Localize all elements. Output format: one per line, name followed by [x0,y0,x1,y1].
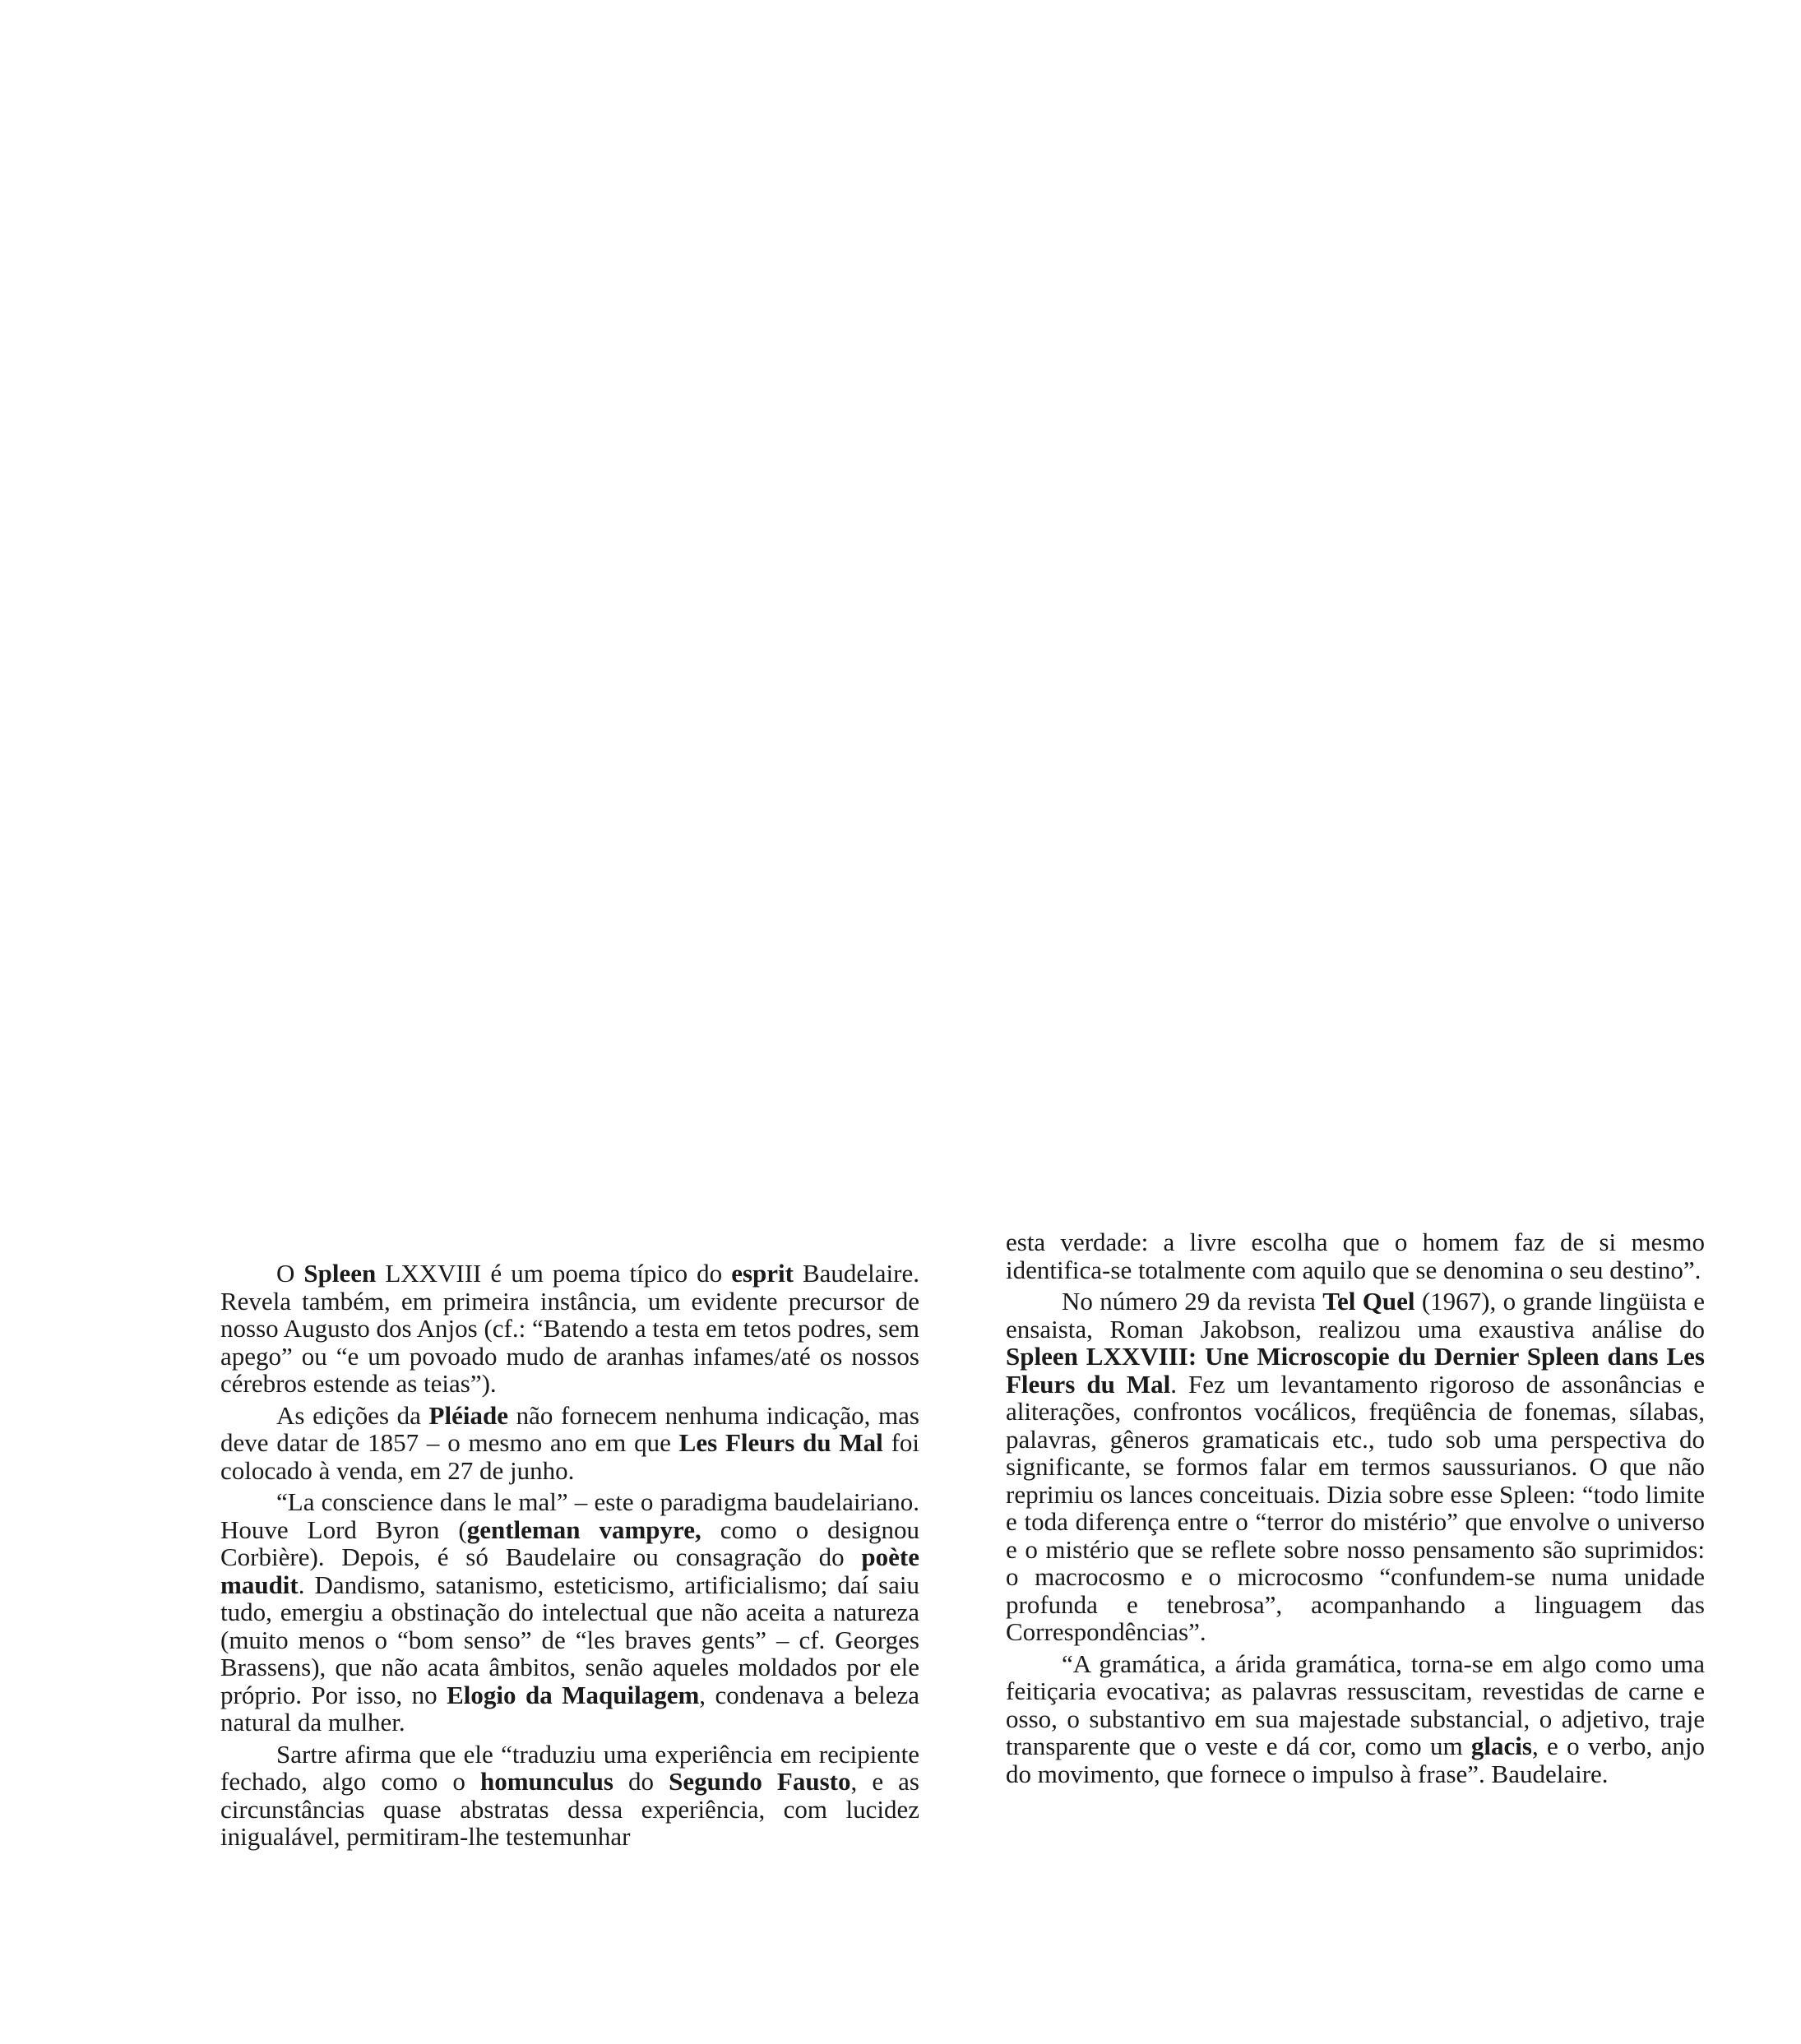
right-paragraph-1: esta verdade: a livre escolha que o homem faz de si mesmo identifica-se totalmente com aquilo que se denomina o seu destino”. [1006,1228,1705,1284]
bold-term: esprit [731,1259,794,1288]
right-paragraph-3: “A gramática, a árida gramática, torna-se em algo como uma feitiçaria evocativa; as palavras ressuscitam, revestidas de carne e osso, o substantivo em sua majestade substancial, o adjetivo, traje transparente que o veste e dá cor, como um glacis, e o verbo, anjo do movimento, que fornece o impulso à frase”. Baudelaire. [1006,1649,1705,1788]
bold-term: gentleman vampyre, [466,1515,701,1544]
right-paragraph-2: No número 29 da revista Tel Quel (1967), o grande lingüista e ensaista, Roman Jakobson, realizou uma exaustiva análise do Spleen LXXVIII: Une Microscopie du Dernier Spleen dans Les Fleurs du Mal. Fez um levantamento rigoroso de assonâncias e aliterações, confrontos vocálicos, freqüência de fonemas, sílabas, palavras, gêneros gramaticais etc., tudo sob uma perspectiva do significante, se formos falar em termos saussurianos. O que não reprimiu os lances conceituais. Dizia sobre esse Spleen: “todo limite e toda diferença entre o “terror do mistério” que envolve o universo e o mistério que se reflete sobre nosso pensamento são suprimidos: o macrocosmo e o microcosmo “confundem-se numa unidade profunda e tenebrosa”, acompanhando a linguagem das Correspondências”. [1006,1287,1705,1646]
left-paragraph-3: “La conscience dans le mal” – este o paradigma baudelairiano. Houve Lord Byron (gentleman vampyre, como o designou Corbière). Depois, é só Baudelaire ou consagração do poète maudit. Dandismo, satanismo, esteticismo, artificialismo; daí saiu tudo, emergiu a obstinação do intelectual que não aceita a natureza (muito menos o “bom senso” de “les braves gents” – cf. Georges Brassens), que não acata âmbitos, senão aqueles moldados por ele próprio. Por isso, no Elogio da Maquilagem, condenava a beleza natural da mulher. [220,1487,920,1736]
bold-term: Tel Quel [1322,1287,1415,1316]
bold-term: homunculus [479,1767,613,1796]
left-column [220,1260,919,1855]
left-paragraph-1: O Spleen LXXVIII é um poema típico do esprit Baudelaire. Revela também, em primeira instância, um evidente precursor de nosso Augusto dos Anjos (cf.: “Batendo a testa em tetos podres, sem apego” ou “e um povoado mudo de aranhas infames/até os nossos cérebros estende as teias”). [220,1259,919,1398]
bold-term: Pléiade [428,1400,508,1430]
bold-term: Les Fleurs du Mal [678,1428,883,1457]
bold-term: Elogio da Maquilagem [447,1680,700,1709]
left-paragraph-2: As edições da Pléiade não fornecem nenhuma indicação, mas deve datar de 1857 – o mesmo ano em que Les Fleurs du Mal foi colocado à venda, em 27 de junho. [220,1400,919,1485]
left-paragraph-4: Sartre afirma que ele “traduziu uma experiência em recipiente fechado, algo como o homunculus do Segundo Fausto, e as circunstâncias quase abstratas dessa experiência, com lucidez inigualável, permitiram-lhe testemunhar [220,1739,919,1851]
bold-term: poète maudit [220,1542,919,1599]
bold-term: Spleen [303,1259,377,1288]
bold-term: glacis [1470,1732,1532,1760]
right-column [1006,1228,1705,1792]
bold-term: Spleen LXXVIII: Une Microscopie du Dernier Spleen dans Les Fleurs du Mal [1006,1342,1705,1399]
bold-term: Segundo Fausto [669,1767,851,1796]
